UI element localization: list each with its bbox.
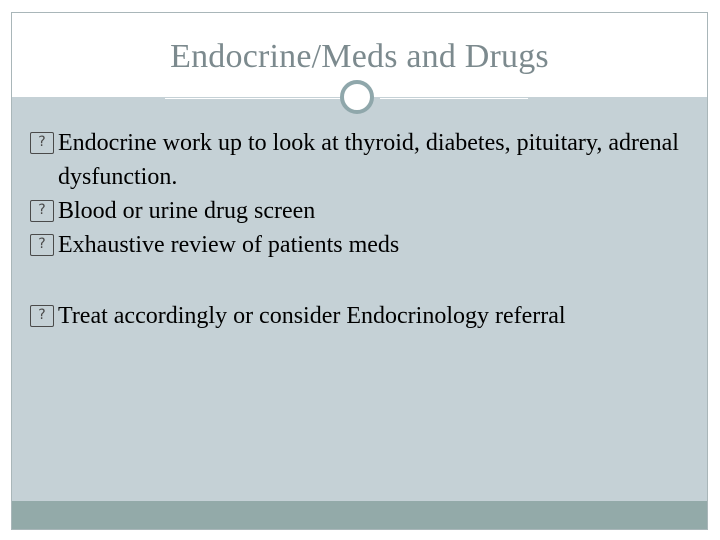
bullet-box-icon: ? <box>30 234 54 256</box>
bullet-item <box>30 194 700 228</box>
bullet-text: Exhaustive review of patients meds <box>58 232 400 258</box>
bullet-list <box>30 126 700 333</box>
slide-title: Endocrine/Meds and Drugs <box>170 38 549 75</box>
bullet-box-icon: ? <box>30 305 54 327</box>
bullet-box-icon: ? <box>30 200 54 222</box>
bullet-text: Blood or urine drug screen <box>58 198 316 224</box>
bullet-text: Endocrine work up to look at thyroid, diabetes, pituitary, adrenal dysfunction. <box>58 130 679 190</box>
bullet-item <box>30 126 700 194</box>
bullet-item <box>30 299 700 333</box>
bullet-text: Treat accordingly or consider Endocrinology referral <box>58 303 566 329</box>
bullet-box-icon: ? <box>30 132 54 154</box>
bullet-item <box>30 228 700 262</box>
